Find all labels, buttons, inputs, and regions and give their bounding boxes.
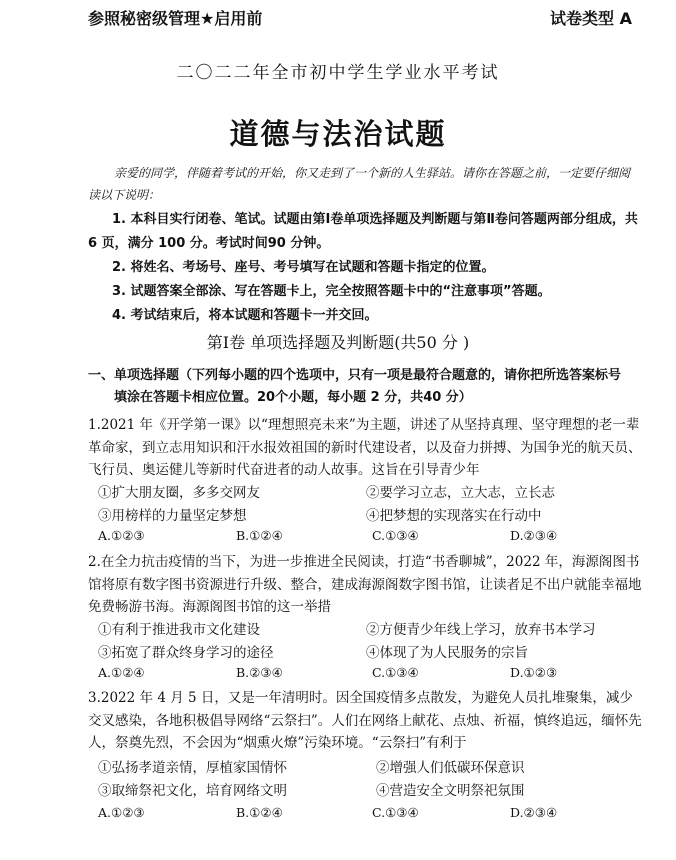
statement-option: ②要学习立志，立大志，立长志 [366,485,555,501]
answer-choice: D.②③④ [510,528,558,543]
answer-choice: A.①②③ [98,528,145,543]
exam-title: 二〇二二年全市初中学生学业水平考试 [176,63,500,83]
answer-choice: D.①②③ [510,665,558,680]
answer-choice: B.②③④ [236,665,283,680]
question-stem: 3.2022 年 4 月 5 日，又是一年清明时。因全国疫情多点散发，为避免人员扎堆聚集，减少交叉感染，各地积极倡导网络“云祭扫”。人们在网络上献花、点烛、祈福，慎终追远，缅怀先人，祭奠先烈，不会因为“烟熏火燎”污染环境。“云祭扫”有利于 [88,690,642,751]
instruction-note: 4. 考试结束后，将本试题和答题卡一并交回。 [112,308,378,323]
statement-option: ④营造安全文明祭祀氛围 [376,783,525,799]
instruction-note: 2. 将姓名、考场号、座号、考号填写在试题和答题卡指定的位置。 [112,260,495,275]
instruction-note: 1. 本科目实行闭卷、笔试。试题由第Ⅰ卷单项选择题及判断题与第Ⅱ卷问答题两部分组成，共6 页，满分 100 分。考试时间90 分钟。 [88,212,638,251]
answer-choice: D.②③④ [510,805,558,820]
statement-option: ①弘扬孝道亲情，厚植家国情怀 [98,760,287,776]
subject-title: 道德与法治试题 [229,117,447,151]
part-heading-line2: 填涂在答题卡相应位置。20个小题，每小题 2 分，共40 分） [114,390,472,405]
statement-option: ③拓宽了群众终身学习的途径 [98,645,274,661]
statement-option: ②增强人们低碳环保意识 [376,760,525,776]
statement-option: ③取缔祭祀文化，培育网络文明 [98,783,287,799]
answer-choice: A.①②④ [98,665,145,680]
statement-option: ②方便青少年线上学习，放弃书本学习 [366,622,596,638]
part-heading-line1: 一、单项选择题（下列每小题的四个选项中，只有一项是最符合题意的，请你把所选答案标号 [88,368,622,383]
confidentiality-label: 参照秘密级管理★启用前 [88,9,263,28]
answer-choice: B.①②④ [236,805,283,820]
paper-type-label: 试卷类型 A [550,9,632,28]
statement-option: ③用榜样的力量坚定梦想 [98,508,247,524]
answer-choice: C.①③④ [372,805,419,820]
answer-choice: B.①②④ [236,528,283,543]
statement-option: ①有利于推进我市文化建设 [98,622,260,638]
question-stem: 1.2021 年《开学第一课》以“理想照亮未来”为主题，讲述了从坚持真理、坚守理想的老一辈革命家，到立志用知识和汗水报效祖国的新时代建设者，以及奋力拼搏、为国争光的航天员、飞行员、奥运健儿等新时代奋进者的动人故事。这旨在引导青少年 [88,417,642,478]
intro-paragraph: 亲爱的同学，伴随着考试的开始，你又走到了一个新的人生驿站。请你在答题之前，一定要仔细阅读以下说明： [88,166,631,202]
question-stem: 2.在全力抗击疫情的当下，为进一步推进全民阅读，打造“书香聊城”，2022 年，海源阁图书馆将原有数字图书资源进行升级、整合，建成海源阁数字图书馆，让读者足不出户就能幸福地免费畅游书海。海源阁图书馆的这一举措 [88,554,642,615]
answer-choice: A.①②③ [98,805,145,820]
answer-choice: C.①③④ [372,665,419,680]
statement-option: ④把梦想的实现落实在行动中 [366,508,542,524]
part-heading [88,365,644,409]
section-title: 第Ⅰ卷 单项选择题及判断题(共50 分 ) [206,333,470,352]
statement-option: ①扩大朋友圈，多多交网友 [98,485,260,501]
answer-choice: C.①③④ [372,528,419,543]
instruction-note: 3. 试题答案全部涂、写在答题卡上，完全按照答题卡中的“注意事项”答题。 [112,284,551,299]
statement-option: ④体现了为人民服务的宗旨 [366,645,528,661]
